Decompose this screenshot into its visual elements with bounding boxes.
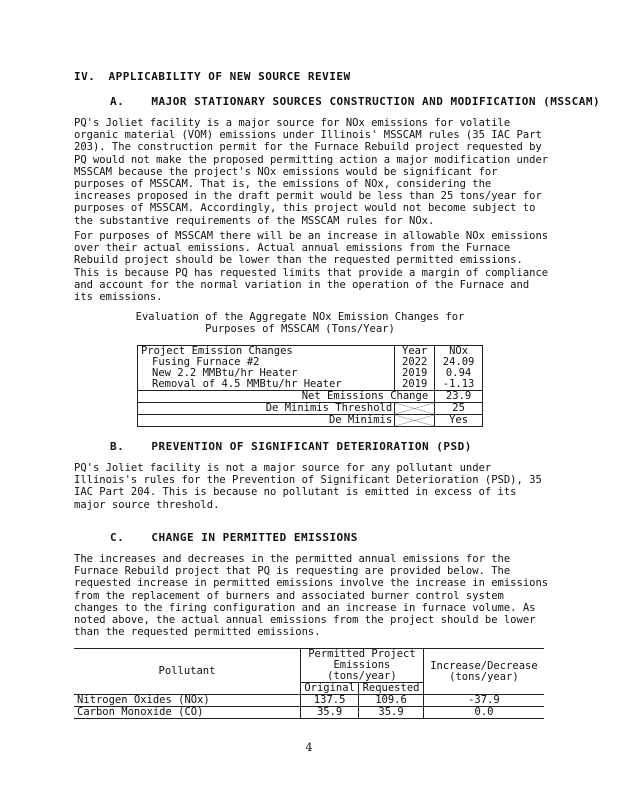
permitted-project-header: Permitted Project Emissions (tons/year) (301, 649, 424, 683)
year-cell: 2022 (395, 357, 435, 368)
threshold-label: De Minimis Threshold (138, 403, 395, 415)
pollutant-header: Pollutant (74, 649, 301, 695)
deminimis-row (138, 415, 483, 427)
requested-cell: 109.6 (359, 695, 424, 707)
requested-header: Requested (359, 683, 424, 695)
table-row (74, 695, 544, 707)
change-cell: -37.9 (423, 695, 544, 707)
permitted-emissions-table (74, 648, 544, 719)
cross-out-mark (395, 403, 434, 414)
section-c-title: CHANGE IN PERMITTED EMISSIONS (151, 531, 358, 544)
nox-cell: 0.94 (435, 368, 483, 379)
year-cell: 2019 (395, 368, 435, 379)
section-iv-heading (74, 70, 351, 83)
section-b-paragraph: PQ's Joliet facility is not a major source for any pollutant under Illinois's rules for the Prevention of Significant Deterioration (PSD), 35 IAC Part 204. This is because no pollutant is emitted in excess of its major source threshold. (74, 462, 542, 511)
section-iv-number: IV. (74, 70, 96, 83)
original-header: Original (301, 683, 359, 695)
section-a-paragraph-1: PQ's Joliet facility is a major source for NOx emissions for volatile organic material (VOM) emissions under Illinois' MSSCAM rules (35 IAC Part 203). The construction permit for the Furnace Rebuild project requested by PQ would not make the proposed permitting action a major modification under MSSCAM because the project's NOx emissions would be significant for purposes of MSSCAM. That is, the emissions of NOx, considering the increases proposed in the draft permit would be less than 25 tons/year for purposes of MSSCAM. Accordingly, this project would not become subject to the substantive requirements of the MSSCAM rules for NOx. (74, 117, 549, 227)
year-cell: 2019 (395, 379, 435, 391)
deminimis-crossed-cell (395, 415, 435, 427)
net-emissions-value: 23.9 (435, 391, 483, 403)
deminimis-label: De Minimis (138, 415, 395, 427)
project-cell: Fusing Furnace #2 (138, 357, 395, 368)
section-b-heading (110, 440, 472, 453)
section-a-title: MAJOR STATIONARY SOURCES CONSTRUCTION AND MODIFICATION (MSSCAM) (151, 95, 601, 108)
page-number: 4 (305, 741, 313, 754)
threshold-value: 25 (435, 403, 483, 415)
msscam-evaluation-table (137, 345, 483, 427)
section-iv-title: APPLICABILITY OF NEW SOURCE REVIEW (108, 70, 351, 83)
section-a-paragraph-2: For purposes of MSSCAM there will be an increase in allowable NOx emissions over their actual emissions. Actual annual emissions from the Furnace Rebuild project should be lower than the requested permitted emissions. This is because PQ has requested limits that provide a margin of compliance and account for the normal variation in the operation of the Furnace and its emissions. (74, 230, 549, 304)
section-a-letter: A. (110, 95, 125, 108)
table-row (74, 707, 544, 719)
pollutant-cell: Carbon Monoxide (CO) (74, 707, 301, 719)
cross-out-mark (395, 415, 434, 426)
section-b-letter: B. (110, 440, 125, 453)
net-emissions-row (138, 391, 483, 403)
requested-cell: 35.9 (359, 707, 424, 719)
nox-cell: 24.09 (435, 357, 483, 368)
table-header-row (74, 649, 544, 683)
section-c-letter: C. (110, 531, 125, 544)
threshold-crossed-cell (395, 403, 435, 415)
pollutant-cell: Nitrogen Oxides (NOx) (74, 695, 301, 707)
section-c-paragraph: The increases and decreases in the permitted annual emissions for the Furnace Rebuild project that PQ is requesting are provided below. The requested increase in permitted emissions involve the increase in emissions from the replacement of burners and associated burner control system changes to the firing configuration and an increase in furnace volume. As noted above, the actual annual emissions from the project should be lower than the requested permitted emissions. (74, 553, 549, 639)
nox-cell: -1.13 (435, 379, 483, 391)
deminimis-value: Yes (435, 415, 483, 427)
net-emissions-label: Net Emissions Change (138, 391, 435, 403)
year-header: Year (395, 346, 435, 358)
project-cell: Removal of 4.5 MMBtu/hr Heater (138, 379, 395, 391)
threshold-row (138, 403, 483, 415)
section-a-heading (110, 95, 600, 108)
change-cell: 0.0 (423, 707, 544, 719)
original-cell: 35.9 (301, 707, 359, 719)
project-header: Project Emission Changes (138, 346, 395, 358)
table-row (138, 379, 483, 391)
change-header: Increase/Decrease (tons/year) (423, 649, 544, 695)
section-c-heading (110, 531, 358, 544)
nox-header: NOx (435, 346, 483, 358)
section-b-title: PREVENTION OF SIGNIFICANT DETERIORATION (PSD) (151, 440, 472, 453)
project-cell: New 2.2 MMBtu/hr Heater (138, 368, 395, 379)
msscam-table-title: Evaluation of the Aggregate NOx Emission Changes for Purposes of MSSCAM (Tons/Year) (135, 311, 465, 335)
original-cell: 137.5 (301, 695, 359, 707)
